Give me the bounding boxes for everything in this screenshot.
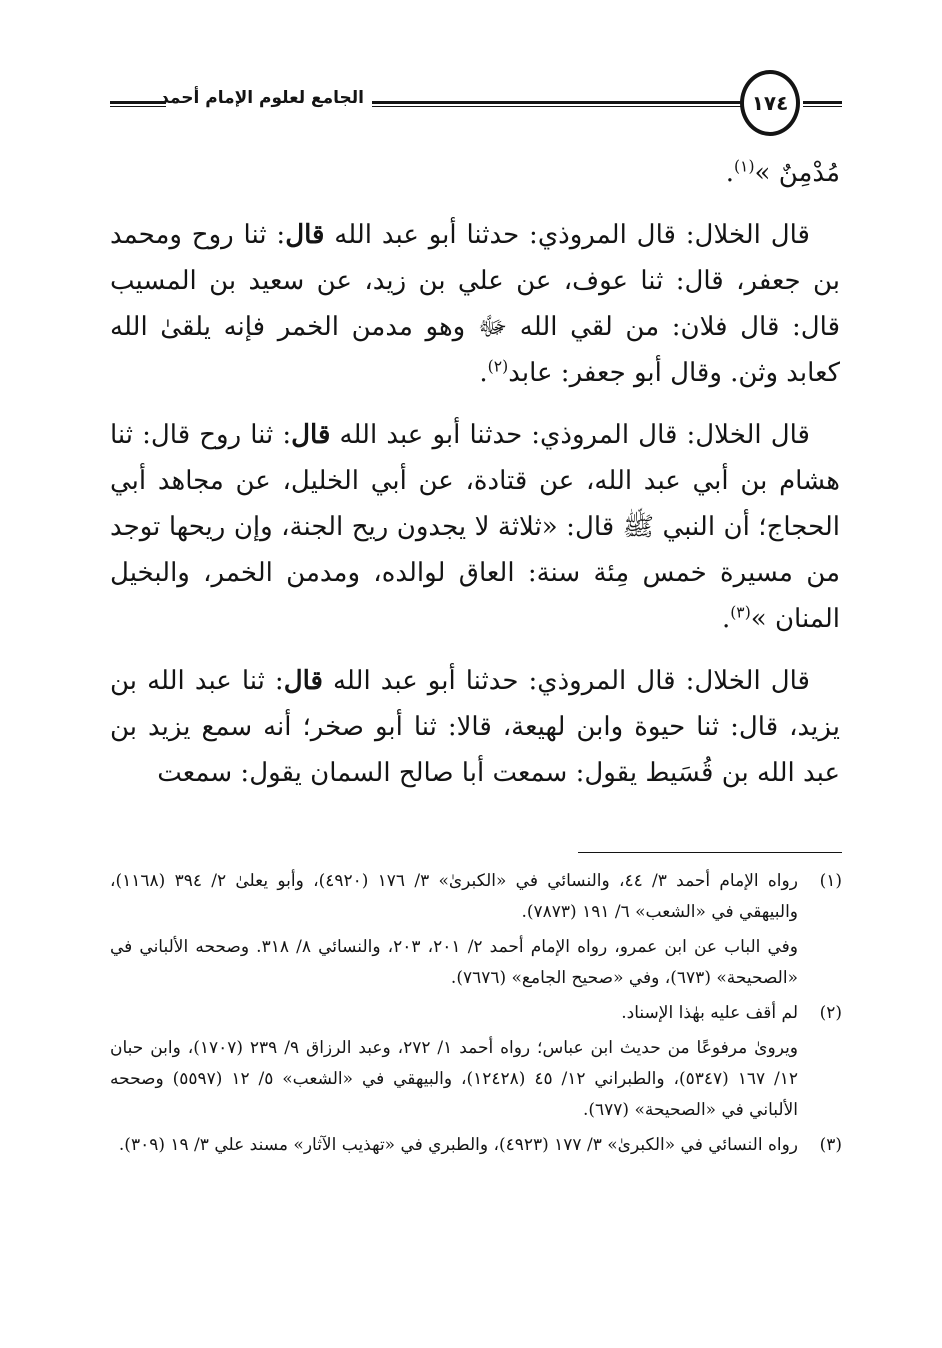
footnote-ref: (٣): [730, 603, 751, 622]
paragraph-text: مُدْمِنٌ »: [754, 158, 840, 188]
footnote-number: (١): [819, 871, 842, 891]
footnote-text: رواه الإمام أحمد ٣/ ٤٤، والنسائي في «الكبرىٰ» ٣/ ١٧٦ (٤٩٢٠)، وأبو يعلىٰ ٢/ ٣٩٤ (١١٦٨)، والبيهقي في «الشعب» ٦/ ١٩١ (٧٨٧٣).: [110, 871, 798, 922]
header-rule-left: [110, 101, 166, 107]
paragraph-text: : ثنا عبد الله بن يزيد، قال: ثنا حيوة وابن لهيعة، قالا: ثنا أبو صخر؛ أنه سمع يزيد بن عبد الله بن قُسَيط يقول: سمعت أبا صالح السمان يقول: سمعت: [110, 666, 840, 788]
paragraph: [110, 412, 840, 642]
footnote: [110, 998, 842, 1029]
footnote: [110, 1130, 842, 1161]
bold-word: قال: [285, 220, 325, 250]
footnote-number: (٢): [819, 1003, 842, 1023]
footnote-text: لم أقف عليه بهٰذا الإسناد.: [621, 1003, 798, 1023]
paragraph-text: : ثنا روح قال: ثنا هشام بن أبي عبد الله، عن قتادة، عن أبي الخليل، عن مجاهد أبي الحجاج؛ أن النبي ﷺ قال: «ثلاثة لا يجدون ريح الجنة، وإن ريحها توجد من مسيرة خمس مِئة سنة: العاق لوالده، ومدمن الخمر، والبخيل المنان »: [110, 420, 840, 634]
paragraph-text: : ثنا روح ومحمد بن جعفر، قال: ثنا عوف، عن علي بن زيد، عن سعيد بن المسيب قال: قال فلان: من لقي الله ﷻ وهو مدمن الخمر فإنه يلقىٰ الله كعابد وثن. وقال أبو جعفر: عابد: [110, 220, 840, 388]
footnote-ref: (١): [733, 157, 755, 176]
footnote-number: (٣): [819, 1135, 842, 1155]
paragraph-tail: .: [479, 358, 488, 388]
footnote-text: ويروىٰ مرفوعًا من حديث ابن عباس؛ رواه أحمد ١/ ٢٧٢، وعبد الرزاق ٩/ ٢٣٩ (١٧٠٧)، وابن حبان ١٢/ ١٦٧ (٥٣٤٧)، والطبراني ١٢/ ٤٥ (١٢٤٢٨)، والبيهقي في «الشعب» ٥/ ١٢ (٥٥٩٧) وصححه الألباني في «الصحيحة» (٦٧٧).: [110, 1038, 799, 1120]
paragraph-tail: .: [721, 604, 731, 634]
paragraph-tail: .: [725, 158, 734, 188]
bold-word: قال: [283, 666, 323, 696]
paragraph-text: قال الخلال: قال المروذي: حدثنا أبو عبد الله: [330, 420, 810, 450]
footnote-continuation: [110, 1033, 842, 1126]
paragraph-continuation: [110, 150, 840, 196]
paragraph-text: قال الخلال: قال المروذي: حدثنا أبو عبد الله: [322, 666, 810, 696]
bold-word: قال: [291, 420, 331, 450]
footnotes: [110, 866, 842, 1165]
footnote: [110, 866, 842, 928]
paragraph: [110, 212, 840, 396]
footnote-ref: (٢): [487, 357, 509, 376]
footnote-text: وفي الباب عن ابن عمرو، رواه الإمام أحمد ٢/ ٢٠١، ٢٠٣، والنسائي ٨/ ٣١٨. وصححه الألباني في «الصحيحة» (٦٧٣)، وفي «صحيح الجامع» (٧٦٧٦).: [110, 937, 798, 988]
paragraph: [110, 658, 840, 796]
page-header: [110, 70, 842, 140]
running-title: الجامع لعلوم الإمام أحمد: [160, 88, 364, 108]
header-rule-right: [803, 101, 842, 107]
footnote-continuation: [110, 932, 842, 994]
header-rule-middle: [372, 101, 742, 107]
main-text: [110, 150, 840, 812]
footnote-separator: [578, 852, 842, 853]
page-number: ١٧٤: [751, 91, 789, 115]
page-number-badge: [740, 70, 800, 136]
footnote-text: رواه النسائي في «الكبرىٰ» ٣/ ١٧٧ (٤٩٢٣)، والطبري في «تهذيب الآثار» مسند علي ٣/ ١٩ (٣٠٩).: [118, 1135, 798, 1155]
paragraph-text: قال الخلال: قال المروذي: حدثنا أبو عبد الله: [324, 220, 810, 250]
